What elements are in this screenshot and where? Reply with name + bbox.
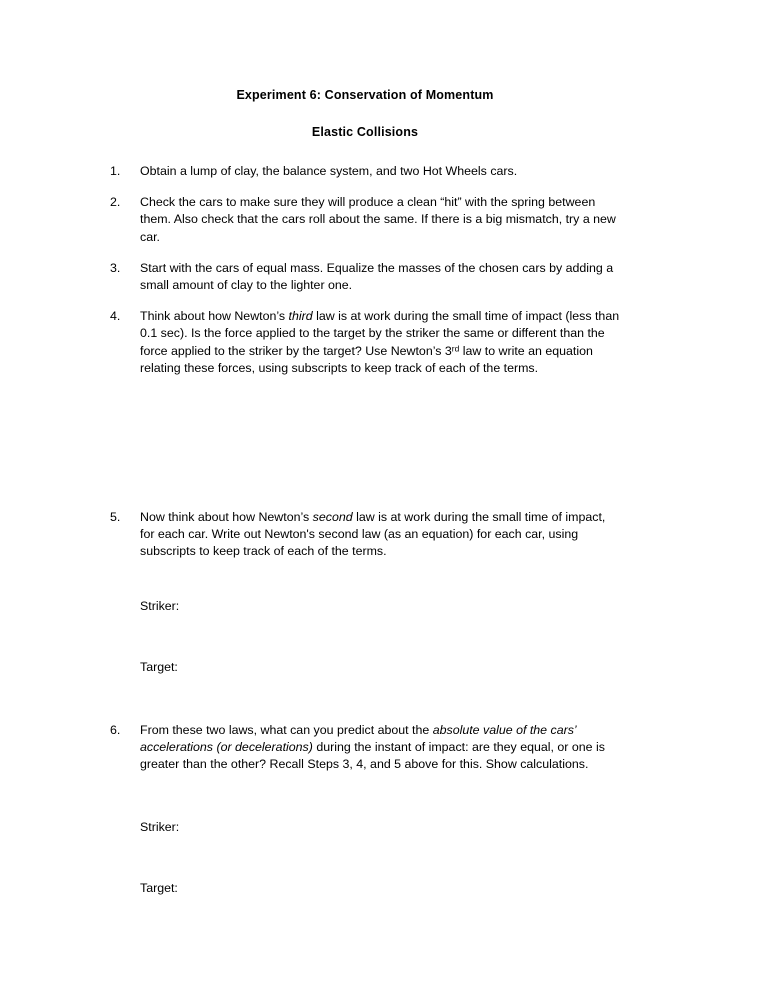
spacer	[110, 575, 650, 598]
target-label: Target:	[140, 659, 178, 674]
answer-block-step-5	[110, 598, 650, 676]
step-text-segment: Think about how Newton’s	[140, 309, 289, 324]
step-text-emphasis: absolute value of the cars’ accelerations (or decelerations)	[140, 723, 576, 755]
step-number: 4.	[110, 309, 121, 324]
step-text: Obtain a lump of clay, the balance system, and two Hot Wheels cars.	[140, 164, 518, 178]
step-text	[140, 722, 620, 774]
document-content	[110, 88, 650, 897]
step-item-4	[110, 308, 620, 377]
step-number: 6.	[110, 723, 121, 738]
step-text: Check the cars to make sure they will produce a clean “hit” with the spring between them. Also check that the cars roll about the same. If there is a big mismatch, try a new car.	[140, 195, 616, 244]
target-label: Target:	[140, 880, 178, 895]
step-item-1	[110, 163, 620, 180]
step-number: 5.	[110, 510, 121, 525]
step-item-6	[110, 722, 620, 774]
step-text-segment: law is at work during the small time of impact, for each car. Write out Newton's second law (as an equation) for each car, using subscripts to keep track of each of the terms.	[140, 510, 606, 559]
answer-space-step-4	[110, 391, 650, 509]
page-subtitle: Elastic Collisions	[311, 125, 419, 139]
step-text-emphasis: third	[288, 309, 313, 324]
step-text-segment: law is at work during the small time of impact (less than 0.1 sec). Is the force applied to the target by the striker the same or different than the force applied to the striker by the target? Use Newton’s 3	[140, 309, 620, 358]
page-title: Experiment 6: Conservation of Momentum	[236, 88, 494, 102]
step-number: 2.	[110, 195, 121, 210]
step-item-2	[110, 194, 620, 246]
spacer	[110, 788, 650, 819]
step-text: Start with the cars of equal mass. Equalize the masses of the chosen cars by adding a small amount of clay to the lighter one.	[140, 260, 614, 293]
step-text-segment: Now think about how Newton’s	[140, 510, 313, 525]
step-text-emphasis: second	[312, 510, 353, 525]
steps-list	[110, 163, 650, 897]
ordinal-superscript: rd	[451, 343, 460, 354]
striker-answer-space	[140, 836, 650, 880]
striker-label: Striker:	[140, 598, 180, 613]
step-text-segment: law to write an equation relating these forces, using subscripts to keep track of each of the terms.	[140, 343, 593, 375]
answer-block-step-6	[110, 819, 650, 897]
striker-answer-space	[140, 615, 650, 659]
step-item-5	[110, 509, 620, 561]
step-text-segment: From these two laws, what can you predict about the	[140, 723, 433, 738]
step-text-segment: during the instant of impact: are they equal, or one is greater than the other? Recall Steps 3, 4, and 5 above for this. Show calculations.	[140, 740, 605, 772]
step-text	[140, 509, 620, 561]
step-item-3	[110, 260, 620, 294]
step-text	[140, 308, 620, 377]
step-number: 3.	[110, 260, 121, 275]
spacer	[110, 676, 650, 722]
striker-label: Striker:	[140, 819, 180, 834]
step-number: 1.	[110, 164, 121, 178]
